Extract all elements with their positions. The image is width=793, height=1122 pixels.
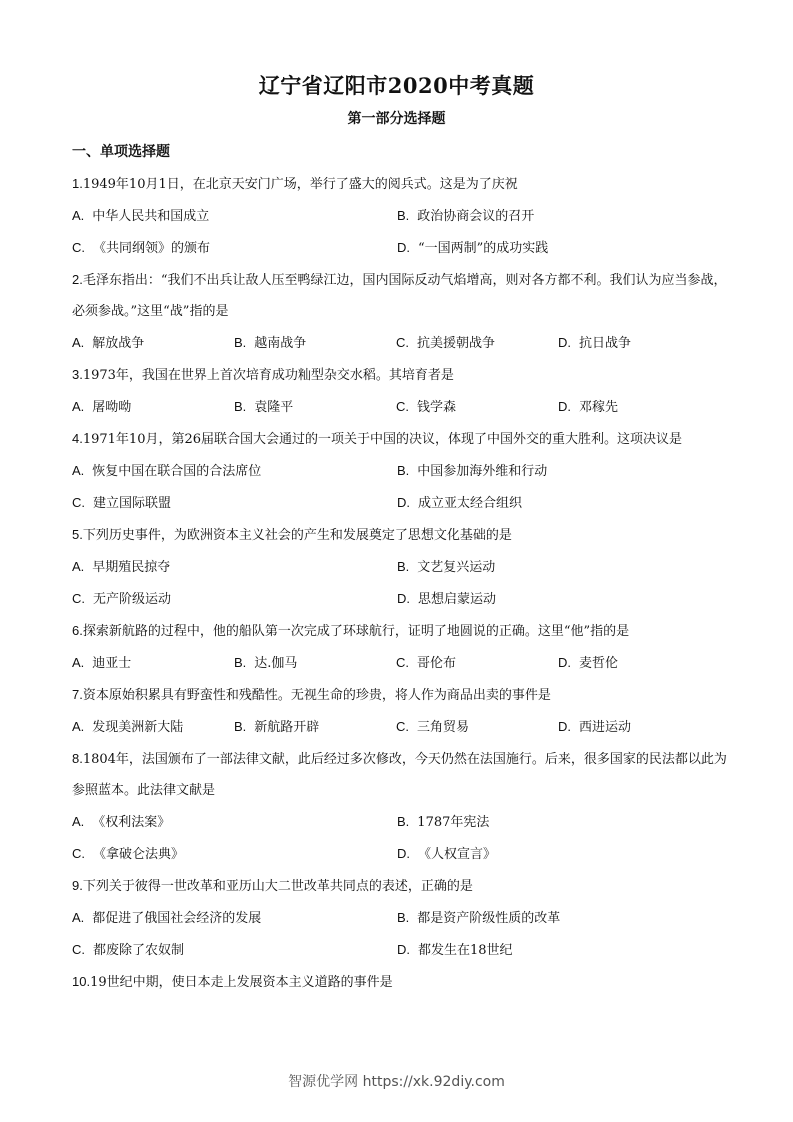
option-text: 中国参加海外维和行动 xyxy=(417,464,548,479)
answer-option xyxy=(397,455,722,487)
option-group xyxy=(72,647,732,679)
option-text: “一国两制”的成功实践 xyxy=(418,241,549,256)
answer-option xyxy=(396,391,558,423)
option-letter: C. xyxy=(396,655,409,670)
option-letter: C. xyxy=(72,942,85,957)
question-stem xyxy=(72,423,732,455)
answer-option xyxy=(72,487,397,519)
footer-watermark[interactable]: 智源优学网 https://xk.92diy.com xyxy=(288,1074,505,1090)
answer-option xyxy=(396,327,558,359)
question-stem xyxy=(72,966,732,998)
option-letter: B. xyxy=(234,399,247,414)
answer-option xyxy=(72,391,234,423)
option-letter: C. xyxy=(72,495,85,510)
option-letter: D. xyxy=(397,495,410,510)
answer-option xyxy=(72,902,397,934)
answer-option xyxy=(397,200,722,232)
answer-option xyxy=(72,583,397,615)
question-text: 1804年，法国颁布了一部法律文献，此后经过多次修改，今天仍然在法国施行。后来，很多国家的民法都以此为参照蓝本。此法律文献是 xyxy=(72,752,727,798)
question-stem xyxy=(72,264,732,327)
question-text: 探索新航路的过程中，他的船队第一次完成了环球航行，证明了地圆说的正确。这里“他”指的是 xyxy=(82,624,630,639)
option-letter: A. xyxy=(72,559,85,574)
question-number: 9. xyxy=(72,878,83,893)
option-text: 都废除了农奴制 xyxy=(93,943,185,958)
option-text: 无产阶级运动 xyxy=(93,592,172,607)
option-letter: A. xyxy=(72,910,85,925)
answer-option xyxy=(72,200,397,232)
option-text: 《拿破仑法典》 xyxy=(93,847,185,862)
question-number: 6. xyxy=(72,623,83,638)
answer-option xyxy=(397,806,722,838)
question-number: 4. xyxy=(72,431,83,446)
option-text: 1787年宪法 xyxy=(417,815,490,830)
option-text: 麦哲伦 xyxy=(579,656,619,671)
answer-option xyxy=(72,455,397,487)
option-text: 袁隆平 xyxy=(254,400,294,415)
option-letter: B. xyxy=(234,655,247,670)
option-text: 思想启蒙运动 xyxy=(418,592,497,607)
option-letter: C. xyxy=(396,335,409,350)
option-letter: D. xyxy=(558,655,571,670)
option-letter: C. xyxy=(72,846,85,861)
option-text: 屠呦呦 xyxy=(92,400,132,415)
option-text: 《共同纲领》的颁布 xyxy=(93,241,211,256)
answer-option xyxy=(558,647,720,679)
option-group xyxy=(72,711,732,743)
option-group xyxy=(72,455,732,519)
option-letter: D. xyxy=(558,399,571,414)
option-text: 达.伽马 xyxy=(254,656,298,671)
option-letter: B. xyxy=(397,910,410,925)
question-stem xyxy=(72,519,732,551)
option-text: 都促进了俄国社会经济的发展 xyxy=(92,911,262,926)
option-letter: A. xyxy=(72,208,85,223)
option-group xyxy=(72,806,732,870)
option-letter: B. xyxy=(397,814,410,829)
question-number: 3. xyxy=(72,367,83,382)
question-stem xyxy=(72,615,732,647)
option-text: 新航路开辟 xyxy=(254,720,320,735)
question-stem xyxy=(72,870,732,902)
question-text: 1971年10月，第26届联合国大会通过的一项关于中国的决议，体现了中国外交的重大胜利。这项决议是 xyxy=(82,432,683,447)
option-text: 成立亚太经合组织 xyxy=(418,496,523,511)
option-text: 抗日战争 xyxy=(579,336,632,351)
option-text: 中华人民共和国成立 xyxy=(92,209,210,224)
option-letter: A. xyxy=(72,335,85,350)
answer-option xyxy=(72,711,234,743)
answer-option xyxy=(396,647,558,679)
option-letter: D. xyxy=(397,942,410,957)
option-letter: B. xyxy=(397,208,410,223)
option-group xyxy=(72,902,732,966)
question-text: 资本原始积累具有野蛮性和残酷性。无视生命的珍贵，将人作为商品出卖的事件是 xyxy=(82,688,551,703)
question-text: 1949年10月1日，在北京天安门广场，举行了盛大的阅兵式。这是为了庆祝 xyxy=(82,177,518,192)
option-group xyxy=(72,327,732,359)
question-stem xyxy=(72,679,732,711)
answer-option xyxy=(72,934,397,966)
answer-option xyxy=(234,327,396,359)
option-letter: A. xyxy=(72,719,85,734)
answer-option xyxy=(72,551,397,583)
option-letter: D. xyxy=(558,335,571,350)
option-text: 邓稼先 xyxy=(579,400,619,415)
option-text: 《权利法案》 xyxy=(92,815,171,830)
answer-option xyxy=(397,551,722,583)
option-letter: C. xyxy=(396,399,409,414)
option-text: 都发生在18世纪 xyxy=(418,943,513,958)
option-letter: A. xyxy=(72,655,85,670)
option-letter: B. xyxy=(234,335,247,350)
option-text: 越南战争 xyxy=(254,336,307,351)
option-letter: D. xyxy=(558,719,571,734)
answer-option xyxy=(72,327,234,359)
option-text: 《人权宣言》 xyxy=(418,847,497,862)
question-text: 19世纪中期，使日本走上发展资本主义道路的事件是 xyxy=(90,975,393,990)
question-text: 毛泽东指出：“我们不出兵让敌人压至鸭绿江边，国内国际反动气焰增高，则对各方都不利。我们认为应当参战，必须参战。”这里“战”指的是 xyxy=(72,273,727,319)
answer-option xyxy=(234,647,396,679)
option-letter: A. xyxy=(72,463,85,478)
option-text: 三角贸易 xyxy=(417,720,470,735)
option-text: 早期殖民掠夺 xyxy=(92,560,171,575)
answer-option xyxy=(72,806,397,838)
answer-option xyxy=(72,232,397,264)
answer-option xyxy=(396,711,558,743)
option-letter: B. xyxy=(234,719,247,734)
answer-option xyxy=(397,934,722,966)
option-letter: C. xyxy=(72,591,85,606)
question-text: 1973年，我国在世界上首次培育成功籼型杂交水稻。其培育者是 xyxy=(82,368,454,383)
answer-option xyxy=(558,391,720,423)
option-letter: B. xyxy=(397,559,410,574)
option-group xyxy=(72,391,732,423)
answer-option xyxy=(234,711,396,743)
question-stem xyxy=(72,359,732,391)
option-text: 钱学森 xyxy=(417,400,457,415)
answer-option xyxy=(397,902,722,934)
option-text: 建立国际联盟 xyxy=(93,496,172,511)
answer-option xyxy=(558,711,720,743)
option-letter: D. xyxy=(397,846,410,861)
option-group xyxy=(72,551,732,615)
option-text: 迪亚士 xyxy=(92,656,132,671)
question-text: 下列关于彼得一世改革和亚历山大二世改革共同点的表述，正确的是 xyxy=(82,879,473,894)
question-number: 8. xyxy=(72,751,83,766)
option-text: 发现美洲新大陆 xyxy=(92,720,184,735)
option-text: 文艺复兴运动 xyxy=(417,560,496,575)
question-list xyxy=(72,168,732,998)
question-stem xyxy=(72,168,732,200)
option-group xyxy=(72,200,732,264)
answer-option xyxy=(72,647,234,679)
answer-option xyxy=(558,327,720,359)
question-number: 10. xyxy=(72,974,91,989)
option-text: 解放战争 xyxy=(92,336,145,351)
option-text: 抗美援朝战争 xyxy=(417,336,496,351)
option-letter: C. xyxy=(72,240,85,255)
option-letter: B. xyxy=(397,463,410,478)
page-title: 辽宁省辽阳市2020中考真题 xyxy=(258,73,535,98)
option-text: 哥伦布 xyxy=(417,656,457,671)
option-letter: A. xyxy=(72,399,85,414)
answer-option xyxy=(72,838,397,870)
answer-option xyxy=(397,232,722,264)
question-text: 下列历史事件，为欧洲资本主义社会的产生和发展奠定了思想文化基础的是 xyxy=(82,528,512,543)
section-heading: 一、单项选择题 xyxy=(72,144,170,160)
answer-option xyxy=(397,487,722,519)
option-letter: A. xyxy=(72,814,85,829)
page-subtitle: 第一部分选择题 xyxy=(347,111,446,127)
question-number: 1. xyxy=(72,176,83,191)
option-text: 恢复中国在联合国的合法席位 xyxy=(92,464,262,479)
question-number: 2. xyxy=(72,272,83,287)
option-text: 西进运动 xyxy=(579,720,632,735)
option-letter: D. xyxy=(397,591,410,606)
question-number: 7. xyxy=(72,687,83,702)
answer-option xyxy=(397,583,722,615)
option-text: 政治协商会议的召开 xyxy=(417,209,535,224)
question-stem xyxy=(72,743,732,806)
option-letter: D. xyxy=(397,240,410,255)
option-letter: C. xyxy=(396,719,409,734)
answer-option xyxy=(234,391,396,423)
option-text: 都是资产阶级性质的改革 xyxy=(417,911,561,926)
answer-option xyxy=(397,838,722,870)
question-number: 5. xyxy=(72,527,83,542)
